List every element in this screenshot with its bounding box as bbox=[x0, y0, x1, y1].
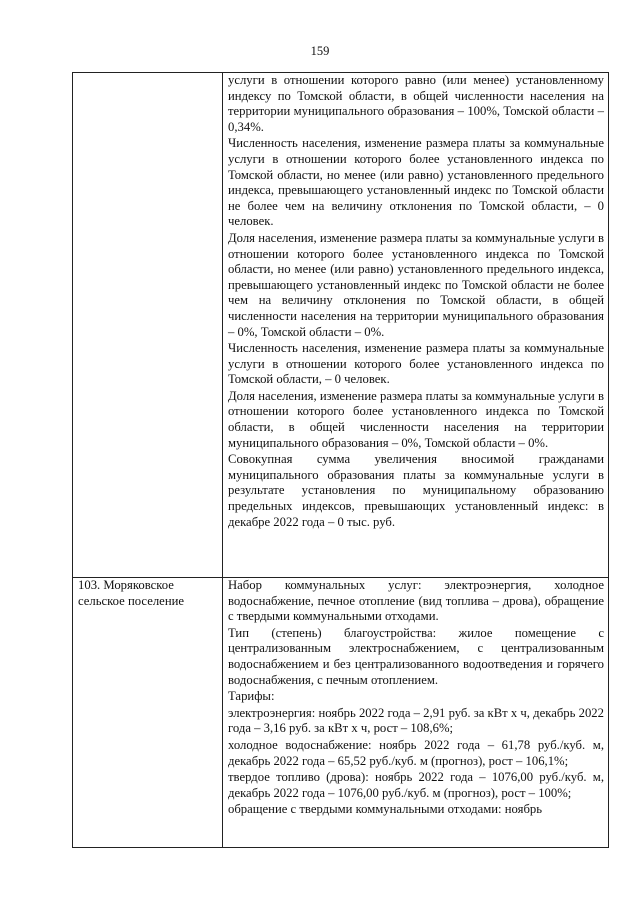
page-number: 159 bbox=[310, 44, 330, 58]
paragraph: Тип (степень) благоустройства: жилое помещение с централизованным электроснабжением, с централизованным водоснабжением и без централизованного водоотведения и горячего водоснабжения, с печным отоплением. bbox=[228, 625, 604, 687]
description-cell bbox=[223, 578, 609, 848]
settlement-cell bbox=[73, 578, 223, 848]
paragraph: обращение с твердыми коммунальными отходами: ноябрь bbox=[228, 802, 543, 817]
paragraph: Численность населения, изменение размера платы за коммунальные услуги в отношении которого более установленного индекса по Томской области, но менее (или равно) установленного предельного индекса, превышающего установленный индекс по Томской области не более чем на величину отклонения по Томской области, – 0 человек. bbox=[228, 136, 604, 229]
settlement-cell bbox=[73, 73, 223, 578]
description-cell bbox=[223, 73, 609, 578]
paragraph: услуги в отношении которого равно (или менее) установленному индексу по Томской области, в общей численности населения на территории муниципального образования – 100%, Томской области – 0,34%. bbox=[228, 73, 604, 134]
table-row bbox=[73, 73, 609, 578]
table-row bbox=[73, 578, 609, 848]
paragraph: холодное водоснабжение: ноябрь 2022 года – 61,78 руб./куб. м, декабрь 2022 года – 65,52 руб./куб. м (прогноз), рост – 106,1%; bbox=[228, 737, 604, 768]
paragraph: электроэнергия: ноябрь 2022 года – 2,91 руб. за кВт х ч, декабрь 2022 года – 3,16 руб. за кВт х ч, рост – 108,6%; bbox=[228, 705, 604, 736]
tariff-table bbox=[72, 72, 609, 848]
settlement-name: 103. Моряковское сельское поселение bbox=[78, 578, 185, 608]
paragraph: Совокупная сумма увеличения вносимой гражданами муниципального образования платы за коммунальные услуги в результате установления по муниципальному образованию предельных индексов, превышающих установленный индекс: в декабре 2022 года – 0 тыс. руб. bbox=[228, 452, 604, 529]
paragraph: Набор коммунальных услуг: электроэнергия, холодное водоснабжение, печное отопление (вид топлива – дрова), обращение с твердыми коммунальными отходами. bbox=[228, 578, 604, 624]
paragraph: Тарифы: bbox=[228, 689, 275, 704]
paragraph: Доля населения, изменение размера платы за коммунальные услуги в отношении которого более установленного индекса по Томской области, в общей численности населения на территории муниципального образования – 0%, Томской области – 0%. bbox=[228, 388, 604, 450]
paragraph: Доля населения, изменение размера платы за коммунальные услуги в отношении которого более установленного индекса по Томской области, но менее (или равно) установленного предельного индекса, превышающего установленный индекс по Томской области не более чем на величину отклонения по Томской области, в общей численности населения на территории муниципального образования – 0%, Томской области – 0%. bbox=[228, 230, 604, 339]
paragraph: Численность населения, изменение размера платы за коммунальные услуги в отношении которого более установленного индекса по Томской области, – 0 человек. bbox=[228, 341, 604, 387]
paragraph: твердое топливо (дрова): ноябрь 2022 года – 1076,00 руб./куб. м, декабрь 2022 года – 1076,00 руб./куб. м (прогноз), рост – 100%; bbox=[228, 770, 604, 800]
